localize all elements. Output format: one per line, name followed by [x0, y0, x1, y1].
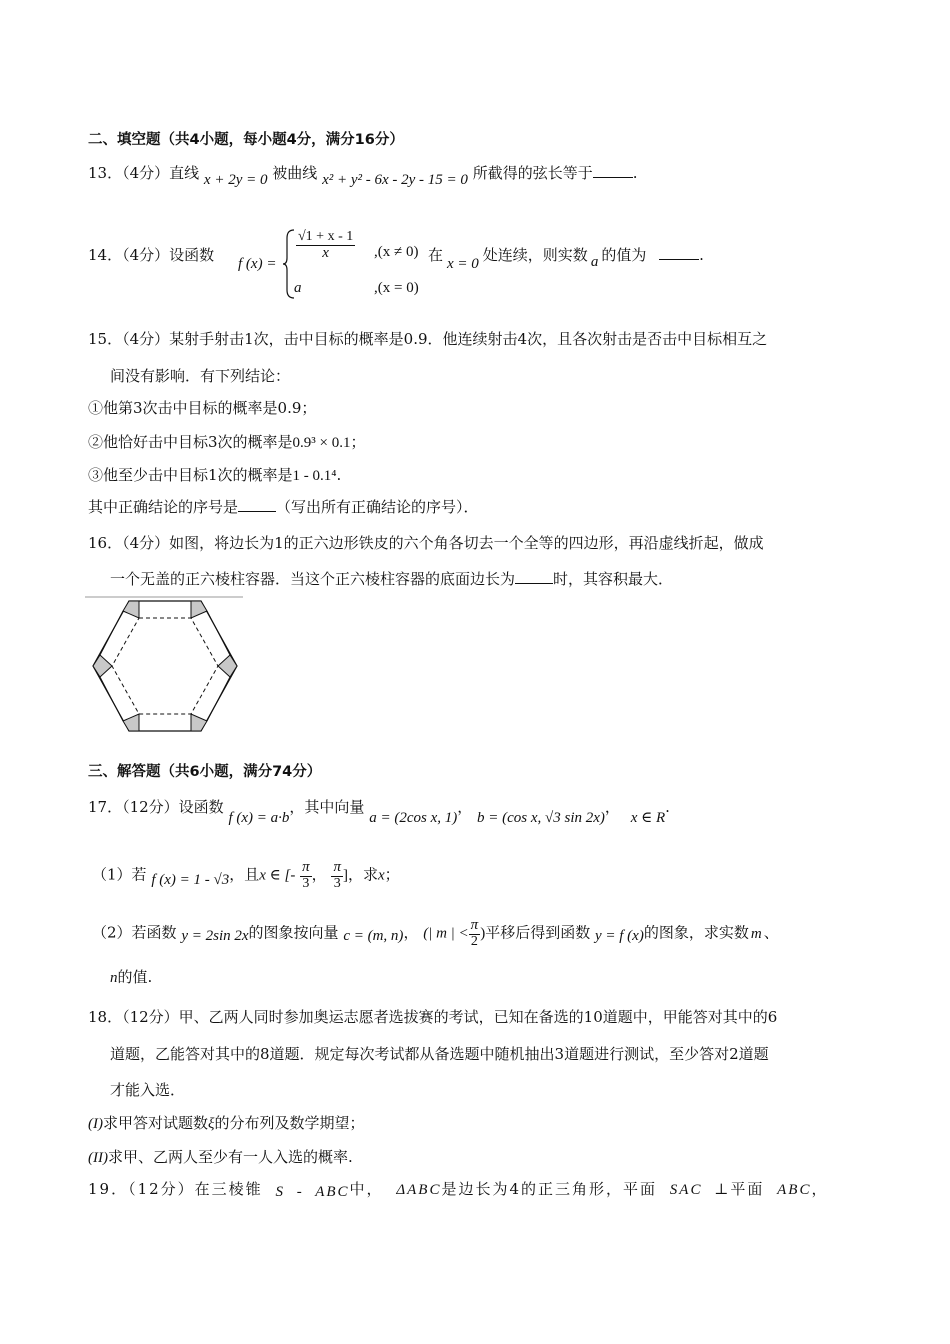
- q14-case1-den: x: [322, 244, 329, 261]
- q16-line2: 一个无盖的正六棱柱容器．当这个正六棱柱容器的底面边长为 时，其容积最大．: [110, 570, 674, 588]
- q14-number: 14．: [88, 246, 123, 264]
- question-17: 17．（12分）设函数 f (x) = a·b，其中向量 a = (2cos x, 1)， b = (cos x, √3 sin 2x)， x ∈ R.: [88, 798, 670, 826]
- hexagon-figure: [85, 595, 245, 740]
- q15-c3-math: 1 - 0.1⁴: [292, 468, 337, 484]
- q18-line2: 道题，乙能答对其中的8道题．规定每次考试都从备选题中随机抽出3道题进行测试，至少答对2道题: [110, 1045, 769, 1063]
- q14-case1-cond: ,(x ≠ 0): [374, 244, 419, 260]
- q14-tail: 在 x = 0 处连续，则实数 a 的值为 .: [428, 246, 704, 272]
- q18-line3: 才能入选．: [110, 1081, 186, 1099]
- q17-domain: x ∈ R: [630, 810, 666, 826]
- question-19: 19．（12分）在三棱锥 S - ABC中， ΔABC是边长为4的正三角形，平面 SAC ⊥平面 ABC，: [88, 1180, 829, 1200]
- q14-fx: f (x) =: [238, 256, 277, 272]
- section-2-title: 二、填空题（共4小题，每小题4分，满分16分）: [88, 132, 404, 148]
- q15-conclusion-1: ①他第3次击中目标的概率是0.9；: [88, 399, 317, 417]
- q16-line1: 16．（4分）如图，将边长为1的正六边形铁皮的六个角各切去一个全等的四边形，再沿虚线折起，做成: [88, 534, 764, 552]
- question-14-label: [88, 244, 214, 265]
- q15-conclusion-3: ③他至少击中目标1次的概率是1 - 0.1⁴.: [88, 466, 342, 484]
- q14-case1-num: √1 + x - 1: [298, 229, 354, 244]
- q17-fx: f (x) = a·b: [228, 810, 290, 826]
- q13-answer-blank[interactable]: [593, 177, 633, 178]
- q15-line1: 15．（4分）某射手射击1次，击中目标的概率是0.9．他连续射击4次，且各次射击是否击中目标相互之: [88, 330, 768, 348]
- section-3-title: 三、解答题（共6小题，满分74分）: [88, 764, 322, 780]
- q17-a-vec: a = (2cos x, 1): [369, 810, 458, 826]
- q17-part2: （2）若函数 y = 2sin 2x的图象按向量 c = (m, n)， (| m | < $\frac{\pi}{2}$ )平移后得到函数 y = f (x)的图象，求实数 m 、: [92, 917, 779, 949]
- q15-line2: 间没有影响．有下列结论：: [110, 367, 291, 385]
- q15-c2-math: 0.9³ × 0.1: [292, 435, 351, 451]
- q13-tail: 所截得的弦长等于: [472, 164, 593, 182]
- q14-case2-val: a: [294, 280, 302, 296]
- q17-b-vec: b = (cos x, √3 sin 2x): [477, 810, 605, 826]
- q14-a: a: [590, 254, 599, 270]
- q14-x0: x = 0: [447, 256, 479, 272]
- q13-mid: 被曲线: [272, 164, 318, 182]
- q14-case2-cond: ,(x = 0): [374, 280, 419, 296]
- q18-part2: (II)求甲、乙两人至少有一人入选的概率.: [88, 1148, 353, 1166]
- q16-answer-blank[interactable]: [515, 583, 553, 584]
- q13-line-eq: x + 2y = 0: [203, 172, 268, 188]
- q17-part2-cont: n的值.: [110, 968, 153, 986]
- q17-part1: （1）若 f (x) = 1 - √3，且x ∈ [- $\frac{\pi}{3}$ ， $\frac{\pi}{3}$ ]，求x；: [92, 859, 400, 891]
- question-13: [88, 162, 638, 188]
- q15-ask: 其中正确结论的序号是 （写出所有正确结论的序号）．: [88, 498, 479, 516]
- q13-end: .: [632, 164, 638, 182]
- q18-part1: (I)求甲答对试题数ξ的分布列及数学期望；: [88, 1114, 365, 1132]
- q18-line1: 18．（12分）甲、乙两人同时参加奥运志愿者选拔赛的考试，已知在备选的10道题中，甲能答对其中的6: [88, 1008, 778, 1026]
- q14-score: （4分）设函数: [122, 246, 215, 264]
- q13-number: 13．: [88, 164, 123, 182]
- q13-curve-eq: x² + y² - 6x - 2y - 15 = 0: [322, 172, 468, 188]
- q15-answer-blank[interactable]: [238, 511, 276, 512]
- q14-answer-blank[interactable]: [659, 259, 699, 260]
- q13-score: （4分）直线: [122, 164, 200, 182]
- q15-conclusion-2: ②他恰好击中目标3次的概率是0.9³ × 0.1；: [88, 433, 366, 451]
- q14-case1-fraction: [296, 230, 355, 261]
